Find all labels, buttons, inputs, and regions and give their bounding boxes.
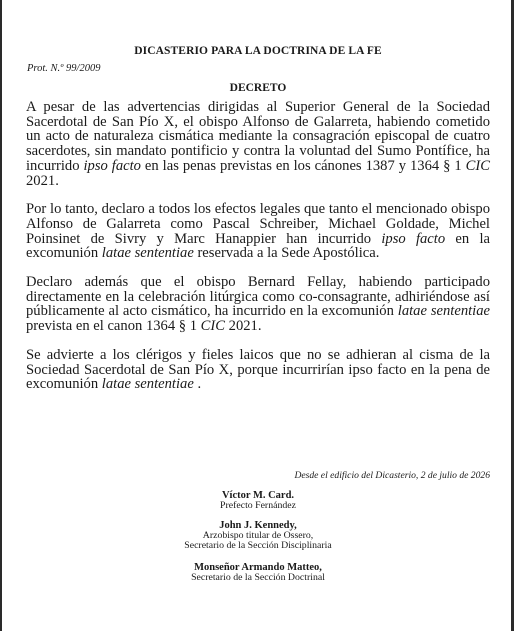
decree-body xyxy=(26,100,490,406)
signature-secretary-doctrinal xyxy=(26,563,490,583)
paragraph-2: Por lo tanto, declaro a todos los efectos legales que tanto el mencionado obispo Alfonso de Galarreta como Pascal Schreiber, Michael Goldade, Michel Poinsinet de Sivry y Marc Hanappier han incurrido ipso facto en la excomunión latae sententiae reservada a la Sede Apostólica. xyxy=(26,201,490,262)
paragraph-4: Se advierte a los clérigos y fieles laicos que no se adhieran al cisma de la Sociedad Sacerdotal de San Pío X, porque incurrirían ipso facto en la pena de excomunión latae sententiae . xyxy=(26,346,490,393)
signature-prefect xyxy=(26,491,490,511)
signature-name: Monseñor Armando Matteo, xyxy=(194,562,322,573)
signature-name: John J. Kennedy, xyxy=(219,520,297,531)
document-title: DECRETO xyxy=(229,82,287,94)
signature-role: Secretario de la Sección Disciplinaria xyxy=(184,540,332,552)
signature-secretary-disciplinary xyxy=(26,521,490,552)
signature-name: Víctor M. Card. xyxy=(221,490,295,501)
paragraph-1: A pesar de las advertencias dirigidas al Superior General de la Sociedad Sacerdotal de San Pío X, el obispo Alfonso de Galarreta, habiendo cometido un acto de naturaleza cismática mediante la consagración episcopal de cuatro sacerdotes, sin mandato pontificio y contra la voluntad del Sumo Pontífice, ha incurrido ipso facto en las penas previstas en los cánones 1387 y 1364 § 1 CIC 2021. xyxy=(26,99,490,189)
signature-role: Secretario de la Sección Doctrinal xyxy=(191,572,325,584)
signature-role: Prefecto Fernández xyxy=(220,500,296,512)
left-border xyxy=(0,0,2,631)
paragraph-3: Declaro además que el obispo Bernard Fellay, habiendo participado directamente en la celebración litúrgica como co-consagrante, adhiriéndose así públicamente al acto cismático, ha incurrido en la excomunión latae sententiae prevista en el canon 1364 § 1 CIC 2021. xyxy=(26,274,491,335)
signature-role: Arzobispo titular de Ossero, xyxy=(202,530,314,542)
protocol-number: Prot. N.º 99/2009 xyxy=(27,63,101,74)
dicastery-header: DICASTERIO PARA LA DOCTRINA DE LA FE xyxy=(134,45,382,57)
dateline: Desde el edificio del Dicasterio, 2 de julio de 2026 xyxy=(294,470,490,481)
